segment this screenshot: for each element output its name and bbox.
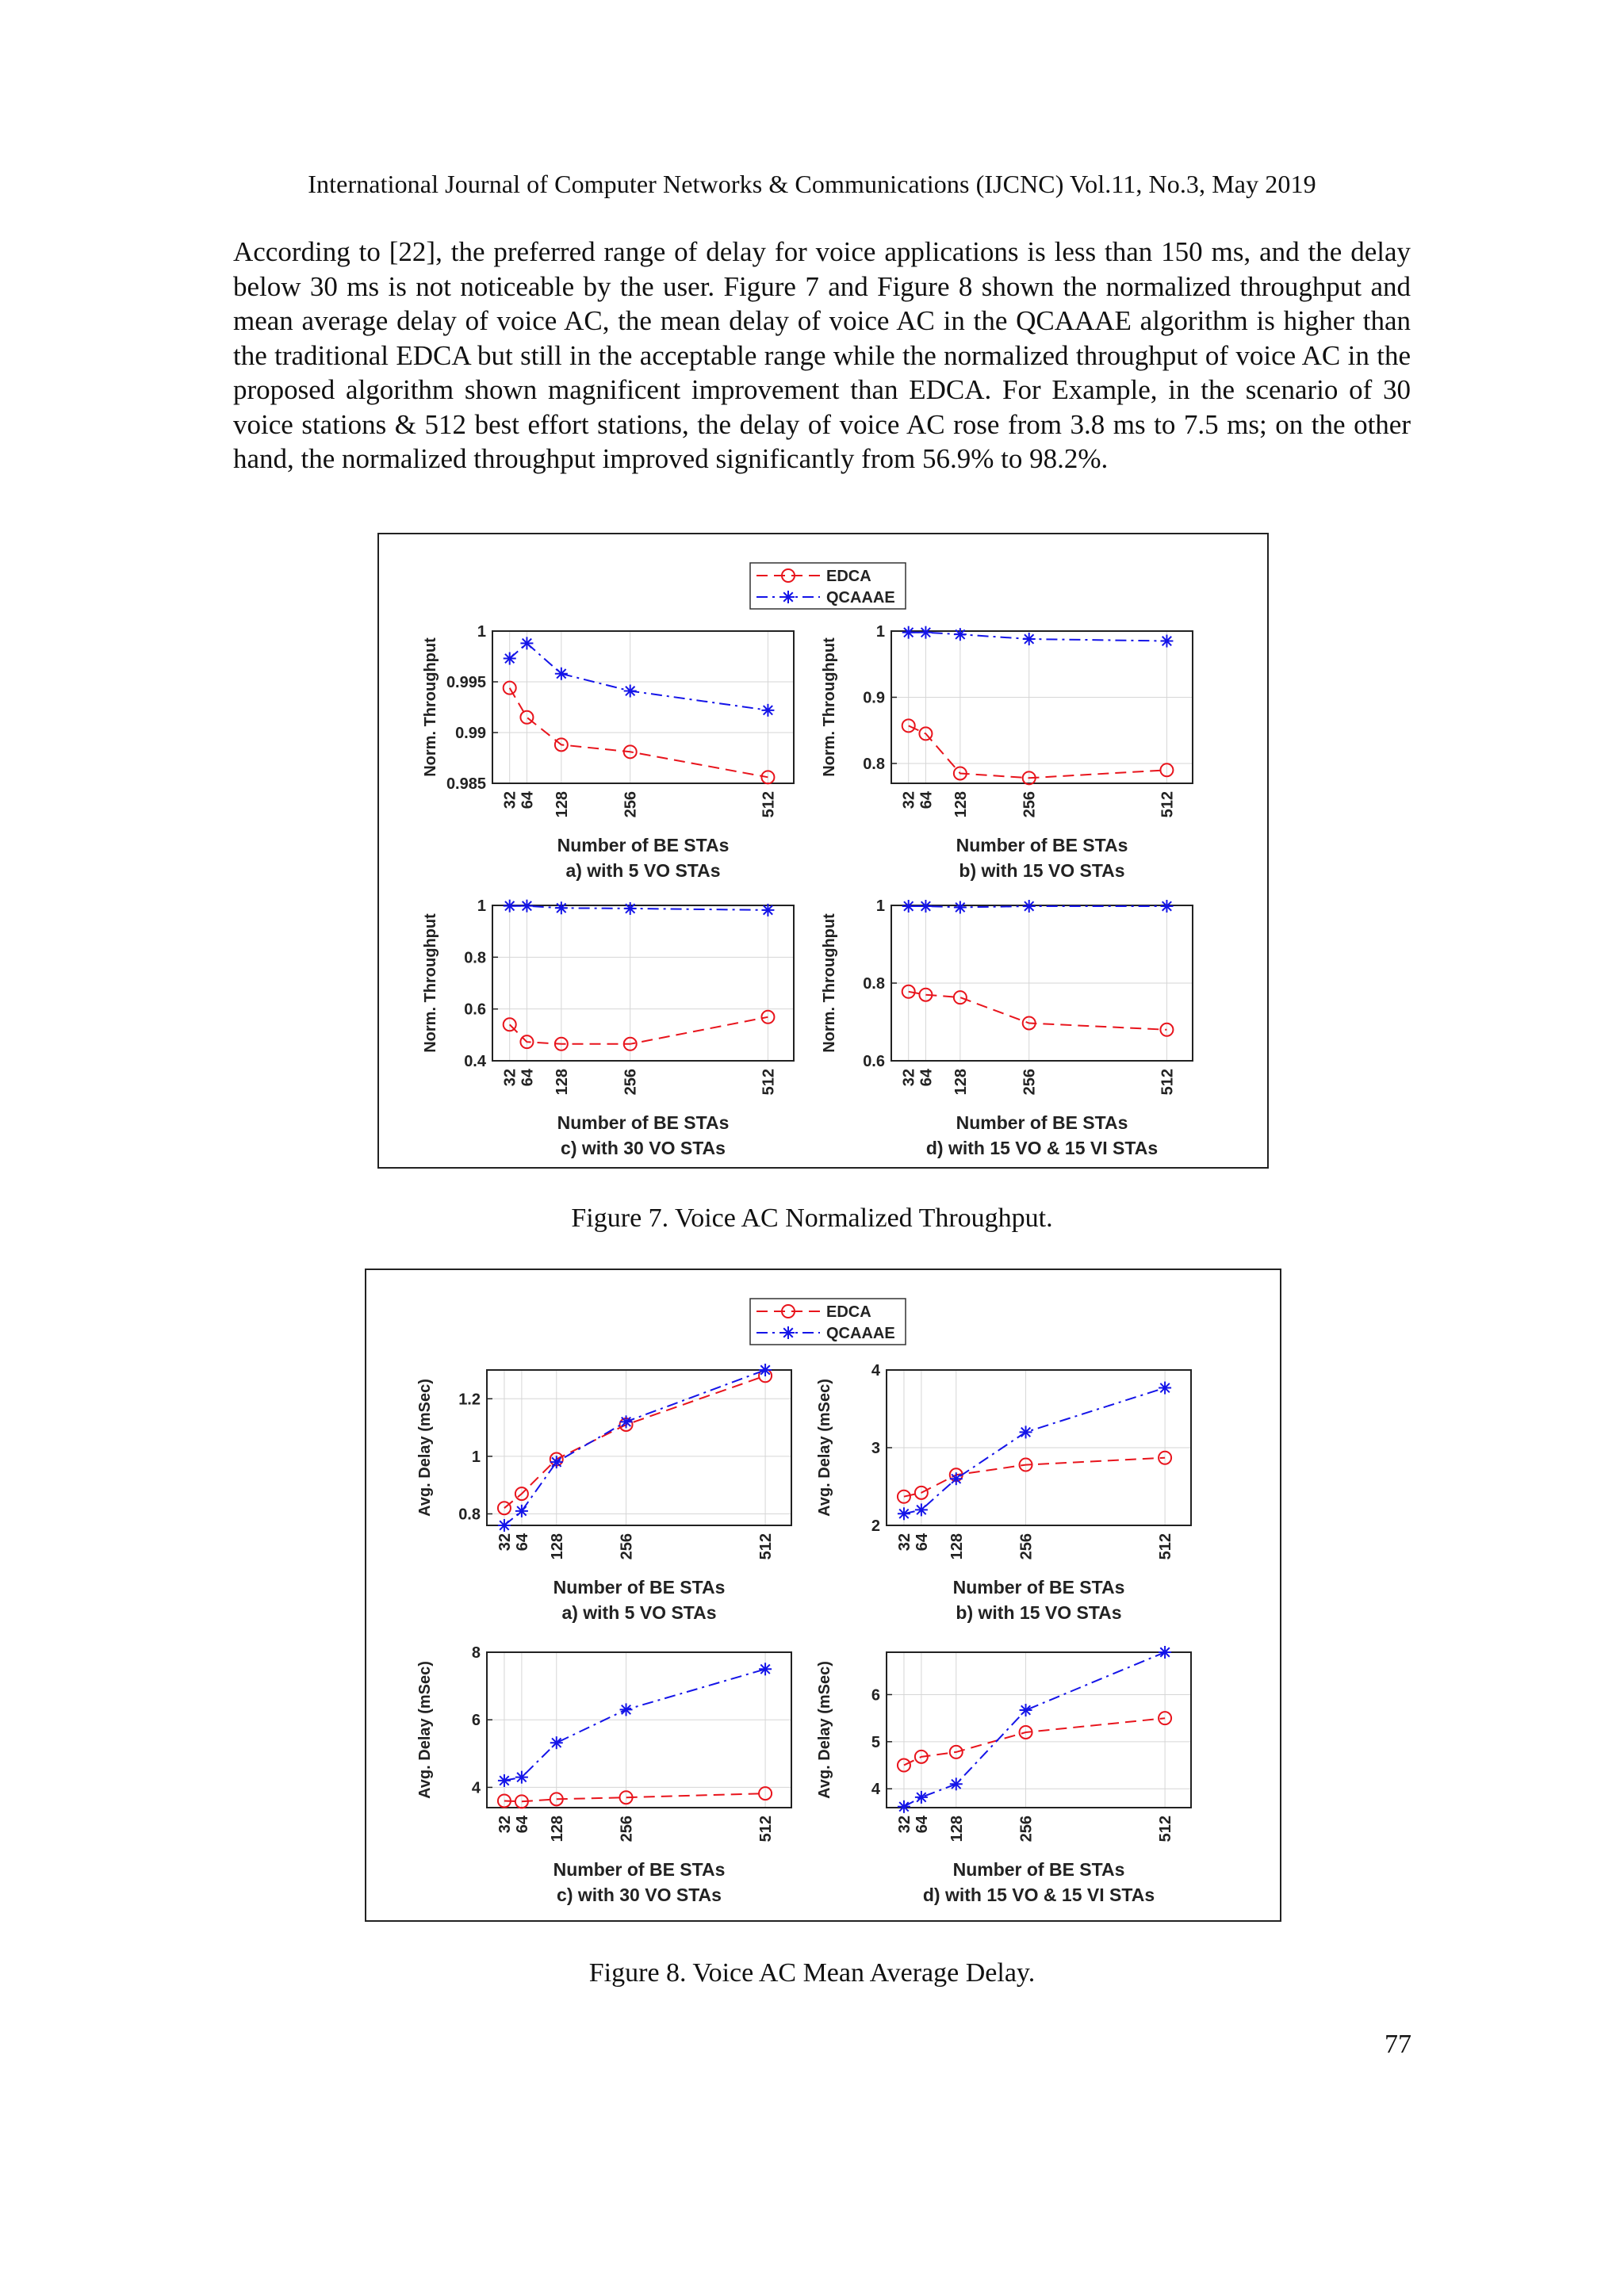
fig7-d-subtitle: d) with 15 VO & 15 VI STAs xyxy=(925,1138,1159,1158)
fig7-d-ytick-label: 0.6 xyxy=(863,1053,885,1070)
fig7-a-point-qcaaae xyxy=(504,652,516,665)
fig7-c-ylabel: Norm. Throughput xyxy=(422,913,439,1053)
fig8-d-subtitle: d) with 15 VO & 15 VI STAs xyxy=(922,1885,1155,1905)
fig7-b-xtick-label: 128 xyxy=(952,791,970,818)
fig7-a-panel xyxy=(422,623,794,881)
fig7-d-ytick-label: 0.8 xyxy=(863,975,885,993)
fig7-c-panel xyxy=(422,897,794,1158)
fig7-d-xtick-label: 64 xyxy=(917,1069,936,1087)
fig7-a-point-qcaaae xyxy=(520,637,533,649)
fig8-a-xlabel: Number of BE STAs xyxy=(553,1577,726,1598)
fig7-c-ytick-label: 0.8 xyxy=(464,949,486,967)
fig8-d-ytick-label: 5 xyxy=(871,1733,880,1751)
fig7-c-plot-area xyxy=(492,905,794,1061)
fig7-c-xtick-label: 512 xyxy=(760,1069,778,1096)
fig7-a-ytick-label: 0.995 xyxy=(446,674,486,691)
fig7-c-ytick-label: 0.6 xyxy=(464,1001,486,1019)
fig8-a-point-qcaaae xyxy=(498,1519,511,1532)
fig8-b-ytick-label: 4 xyxy=(871,1362,880,1380)
fig8-b-xtick-label: 128 xyxy=(948,1533,966,1560)
fig7-d-point-qcaaae xyxy=(1160,900,1173,913)
fig7-c-point-qcaaae xyxy=(520,900,533,913)
fig7-a-xtick-label: 512 xyxy=(760,791,778,818)
fig7-c-ytick-label: 0.4 xyxy=(464,1053,486,1070)
fig8-c-plot-area xyxy=(487,1652,791,1808)
fig7-a-point-qcaaae xyxy=(555,668,568,680)
fig7-b-xlabel: Number of BE STAs xyxy=(956,835,1128,855)
fig8-d-xtick-label: 256 xyxy=(1017,1816,1036,1843)
figure7-box xyxy=(377,533,1269,1169)
fig7-b-xtick-label: 64 xyxy=(917,791,936,809)
fig8-c-xtick-label: 256 xyxy=(618,1816,636,1843)
fig7-d-point-qcaaae xyxy=(902,900,915,913)
fig7-b-point-qcaaae xyxy=(902,626,915,639)
fig7-b-ytick-label: 0.8 xyxy=(863,755,885,773)
fig8-b-point-qcaaae xyxy=(1159,1382,1171,1395)
fig8-a-xtick-label: 128 xyxy=(548,1533,566,1560)
legend-marker-qcaaae xyxy=(782,591,795,603)
page-number: 77 xyxy=(1385,2030,1411,2059)
fig7-a-xtick-label: 128 xyxy=(553,791,571,818)
fig8-b-xtick-label: 256 xyxy=(1017,1533,1036,1560)
fig8-c-point-qcaaae xyxy=(515,1771,528,1784)
fig8-b-xtick-label: 32 xyxy=(895,1533,914,1552)
fig8-b-ytick-label: 2 xyxy=(871,1517,880,1535)
fig8-c-xtick-label: 512 xyxy=(757,1816,776,1843)
fig7-a-ylabel: Norm. Throughput xyxy=(422,637,439,777)
fig8-d-panel xyxy=(816,1646,1191,1905)
fig8-b-subtitle: b) with 15 VO STAs xyxy=(956,1602,1122,1623)
figure7-caption: Figure 7. Voice AC Normalized Throughput. xyxy=(571,1203,1053,1233)
fig7-b-panel xyxy=(821,623,1193,881)
fig7-a-ytick-label: 0.985 xyxy=(446,775,486,793)
fig7-a-point-qcaaae xyxy=(624,685,637,698)
fig7-d-point-qcaaae xyxy=(919,900,932,913)
fig7-b-point-qcaaae xyxy=(954,628,967,641)
fig7-a-ytick-label: 1 xyxy=(477,623,486,641)
fig7-a-xtick-label: 256 xyxy=(622,791,640,818)
fig8-a-ylabel: Avg. Delay (mSec) xyxy=(416,1379,434,1517)
fig7-d-ytick-label: 1 xyxy=(875,897,885,915)
fig8-d-plot-area xyxy=(887,1652,1191,1808)
figure8-box xyxy=(365,1269,1281,1922)
fig8-a-point-qcaaae xyxy=(620,1415,633,1428)
fig7-d-xtick-label: 32 xyxy=(900,1069,918,1087)
fig8-d-xtick-label: 64 xyxy=(913,1816,931,1834)
fig8-c-xlabel: Number of BE STAs xyxy=(553,1859,726,1880)
fig7-a-subtitle: a) with 5 VO STAs xyxy=(565,860,721,881)
fig7-b-plot-area xyxy=(891,631,1193,783)
fig7-b-point-qcaaae xyxy=(1023,633,1036,645)
figure8-caption: Figure 8. Voice AC Mean Average Delay. xyxy=(588,1958,1036,1988)
fig7-b-subtitle: b) with 15 VO STAs xyxy=(959,860,1125,881)
fig7-d-xlabel: Number of BE STAs xyxy=(956,1112,1128,1133)
fig8-d-ylabel: Avg. Delay (mSec) xyxy=(816,1661,833,1799)
fig8-a-plot-area xyxy=(487,1370,791,1525)
fig8-c-ytick-label: 6 xyxy=(471,1712,481,1730)
fig8-d-ytick-label: 4 xyxy=(871,1781,880,1799)
fig8-b-xlabel: Number of BE STAs xyxy=(952,1577,1125,1598)
fig8-c-xtick-label: 64 xyxy=(513,1816,531,1834)
fig8-b-point-qcaaae xyxy=(915,1503,928,1516)
fig8-c-point-qcaaae xyxy=(498,1774,511,1787)
fig8-b-point-qcaaae xyxy=(1020,1425,1032,1438)
fig8-a-panel xyxy=(416,1364,791,1623)
running-header: International Journal of Computer Networks & Communications (IJCNC) Vol.11, No.3, May 2019 xyxy=(308,170,1316,198)
fig7-d-xtick-label: 128 xyxy=(952,1069,970,1096)
fig8-a-ytick-label: 0.8 xyxy=(458,1506,481,1524)
fig7-b-xtick-label: 32 xyxy=(900,791,918,809)
fig7-c-point-qcaaae xyxy=(504,900,516,913)
fig8-b-panel xyxy=(816,1362,1191,1623)
fig8-d-point-qcaaae xyxy=(1020,1704,1032,1716)
fig8-b-xtick-label: 64 xyxy=(913,1533,931,1552)
legend-label-qcaaae: QCAAAE xyxy=(826,1325,895,1342)
fig7-b-point-qcaaae xyxy=(919,626,932,639)
fig8-d-point-qcaaae xyxy=(950,1777,963,1790)
legend-marker-qcaaae xyxy=(782,1326,795,1339)
fig7-d-point-qcaaae xyxy=(954,901,967,913)
fig7-b-point-qcaaae xyxy=(1160,635,1173,648)
fig8-b-point-qcaaae xyxy=(898,1507,910,1520)
figure7-chart xyxy=(379,534,1267,1167)
fig8-a-point-qcaaae xyxy=(550,1456,563,1468)
fig7-b-ylabel: Norm. Throughput xyxy=(821,637,838,777)
fig8-a-point-qcaaae xyxy=(759,1364,772,1376)
fig7-d-point-qcaaae xyxy=(1023,900,1036,913)
fig8-c-xtick-label: 128 xyxy=(548,1816,566,1843)
fig8-a-xtick-label: 512 xyxy=(757,1533,776,1560)
fig7-a-xtick-label: 64 xyxy=(519,791,537,809)
fig8-d-point-qcaaae xyxy=(915,1791,928,1804)
fig8-b-ylabel: Avg. Delay (mSec) xyxy=(816,1379,833,1517)
legend xyxy=(750,563,906,609)
fig8-d-ytick-label: 6 xyxy=(871,1686,880,1705)
fig8-c-ytick-label: 8 xyxy=(471,1644,481,1662)
fig8-b-xtick-label: 512 xyxy=(1157,1533,1175,1560)
fig7-b-xtick-label: 256 xyxy=(1021,791,1039,818)
fig8-c-point-qcaaae xyxy=(550,1736,563,1749)
fig7-c-xtick-label: 32 xyxy=(501,1069,519,1087)
fig7-a-xtick-label: 32 xyxy=(501,791,519,809)
fig7-c-point-qcaaae xyxy=(555,901,568,914)
fig8-d-xlabel: Number of BE STAs xyxy=(952,1859,1125,1880)
fig7-a-xlabel: Number of BE STAs xyxy=(557,835,730,855)
fig8-a-xtick-label: 256 xyxy=(618,1533,636,1560)
fig7-d-ylabel: Norm. Throughput xyxy=(821,913,838,1053)
legend-label-qcaaae: QCAAAE xyxy=(826,589,895,607)
fig8-d-point-qcaaae xyxy=(1159,1646,1171,1659)
fig8-c-xtick-label: 32 xyxy=(496,1816,514,1834)
fig7-c-point-qcaaae xyxy=(761,904,774,916)
fig8-d-xtick-label: 128 xyxy=(948,1816,966,1843)
fig7-b-xtick-label: 512 xyxy=(1159,791,1177,818)
fig8-a-xtick-label: 32 xyxy=(496,1533,514,1552)
fig7-c-xtick-label: 128 xyxy=(553,1069,571,1096)
fig7-b-ytick-label: 0.9 xyxy=(863,689,885,707)
fig7-c-point-qcaaae xyxy=(624,902,637,915)
legend xyxy=(750,1299,906,1345)
fig7-c-ytick-label: 1 xyxy=(477,897,486,915)
fig8-c-ylabel: Avg. Delay (mSec) xyxy=(416,1661,434,1799)
fig8-d-xtick-label: 32 xyxy=(895,1816,914,1834)
fig8-c-point-qcaaae xyxy=(759,1663,772,1675)
fig7-a-ytick-label: 0.99 xyxy=(455,725,486,742)
fig8-c-subtitle: c) with 30 VO STAs xyxy=(557,1885,722,1905)
fig7-d-panel xyxy=(821,897,1193,1158)
fig8-d-point-qcaaae xyxy=(898,1800,910,1813)
fig8-c-panel xyxy=(416,1644,791,1905)
fig8-b-point-qcaaae xyxy=(950,1472,963,1485)
fig8-a-point-qcaaae xyxy=(515,1505,528,1517)
fig8-c-ytick-label: 4 xyxy=(471,1779,481,1797)
fig7-d-xtick-label: 256 xyxy=(1021,1069,1039,1096)
legend-label-edca: EDCA xyxy=(826,568,871,585)
body-paragraph: According to [22], the preferred range of delay for voice applications is less than 150 ms, and the delay below 30 ms is not noticeable by the user. Figure 7 and Figure 8 shown the normalized throughput and mean average delay of voice AC, the mean delay of voice AC in the QCAAAE algorithm is higher than the traditional EDCA but still in the acceptable range while the normalized throughput of voice AC in the proposed algorithm shown magnificent improvement than EDCA. For Example, in the scenario of 30 voice stations & 512 best effort stations, the delay of voice AC rose from 3.8 ms to 7.5 ms; on the other hand, the normalized throughput improved significantly from 56.9% to 98.2%. xyxy=(233,236,1411,474)
fig7-c-xtick-label: 256 xyxy=(622,1069,640,1096)
fig7-c-subtitle: c) with 30 VO STAs xyxy=(561,1138,726,1158)
figure8-chart xyxy=(366,1270,1280,1920)
fig8-a-xtick-label: 64 xyxy=(513,1533,531,1552)
fig7-b-ytick-label: 1 xyxy=(875,623,885,641)
fig7-c-xlabel: Number of BE STAs xyxy=(557,1112,730,1133)
fig8-d-xtick-label: 512 xyxy=(1157,1816,1175,1843)
fig8-c-point-qcaaae xyxy=(620,1703,633,1716)
fig7-d-xtick-label: 512 xyxy=(1159,1069,1177,1096)
fig8-a-ytick-label: 1.2 xyxy=(458,1391,481,1409)
fig7-a-point-qcaaae xyxy=(761,704,774,717)
fig8-a-ytick-label: 1 xyxy=(471,1448,481,1466)
legend-label-edca: EDCA xyxy=(826,1303,871,1321)
fig8-b-ytick-label: 3 xyxy=(871,1440,880,1457)
fig8-a-subtitle: a) with 5 VO STAs xyxy=(561,1602,717,1623)
fig7-c-xtick-label: 64 xyxy=(519,1069,537,1087)
